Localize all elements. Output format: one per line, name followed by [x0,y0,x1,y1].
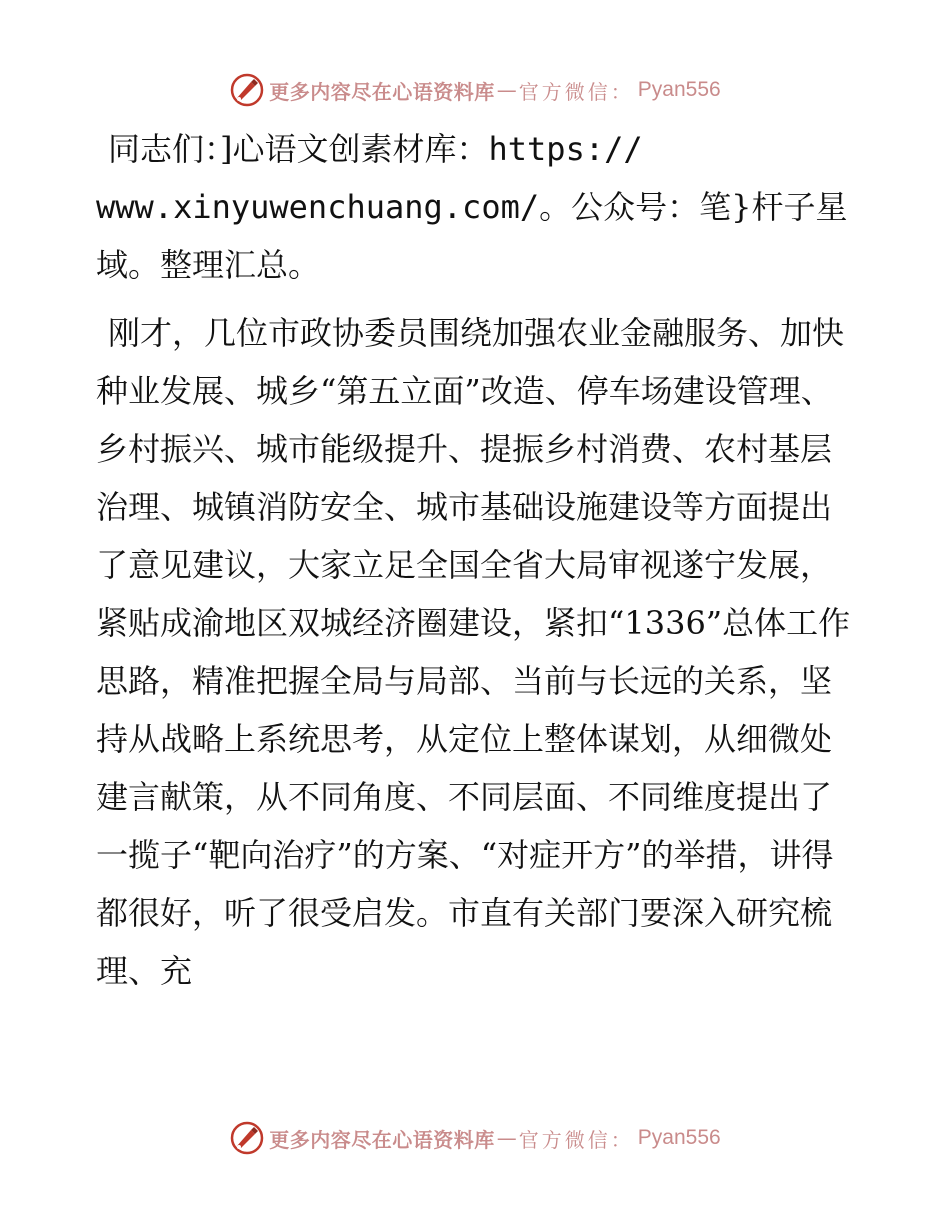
watermark-wechat-id: Pyan556 [637,1126,721,1149]
pen-logo-icon [229,72,265,108]
watermark-brand-text: 更多内容尽在心语资料库 [269,79,495,104]
watermark-footer [0,1118,950,1158]
intro-url-part-2: www.xinyuwenchuang.com/ [96,188,540,226]
watermark-header [0,70,950,110]
watermark-official-label: 官方微信： [518,79,634,104]
intro-prefix: 同志们：]心语文创素材库： [108,130,489,168]
intro-line-3: 域。整理汇总。 [96,246,321,284]
watermark-official-label: 官方微信： [518,1127,634,1152]
pen-logo-icon [229,1120,265,1156]
intro-url-part-1: https:// [488,130,643,168]
watermark-separator: — [496,78,517,102]
paragraph-intro [96,120,856,294]
watermark-brand-text: 更多内容尽在心语资料库 [269,1127,495,1152]
watermark-wechat-id: Pyan556 [637,78,721,101]
intro-suffix: 。公众号：笔}杆子星 [539,188,848,226]
document-body [96,120,856,1000]
paragraph-main: 刚才，几位市政协委员围绕加强农业金融服务、加快种业发展、城乡“第五立面”改造、停车场建设管理、乡村振兴、城市能级提升、提振乡村消费、农村基层治理、城镇消防安全、城市基础设施建设等方面提出了意见建议，大家立足全国全省大局审视遂宁发展，紧贴成渝地区双城经济圈建设，紧扣“1336”总体工作思路，精准把握全局与局部、当前与长远的关系，坚持从战略上系统思考，从定位上整体谋划，从细微处建言献策，从不同角度、不同层面、不同维度提出了一揽子“靶向治疗”的方案、“对症开方”的举措，讲得都很好，听了很受启发。市直有关部门要深入研究梳理、充 [96,314,851,990]
watermark-separator: — [496,1126,517,1150]
